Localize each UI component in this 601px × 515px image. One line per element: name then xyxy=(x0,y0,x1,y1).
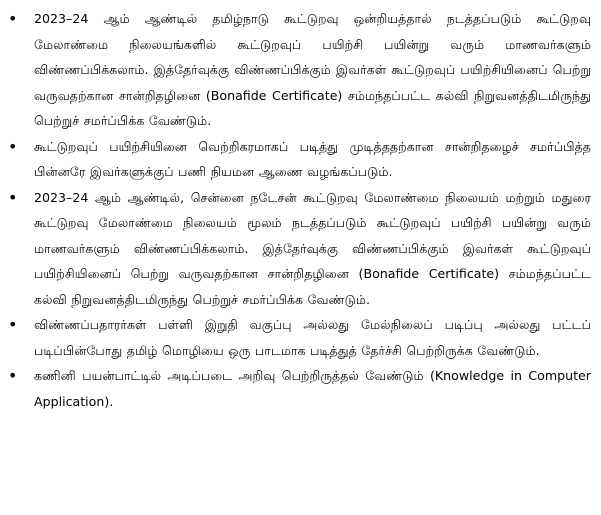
list-item xyxy=(8,363,591,414)
bullet-icon: • xyxy=(8,315,18,334)
list-item xyxy=(8,312,591,363)
bullet-icon: • xyxy=(8,136,18,156)
bullet-icon: • xyxy=(8,9,18,28)
bullet-icon: • xyxy=(8,187,18,207)
bullet-text: விண்ணப்பதாரர்கள் பள்ளி இறுதி வகுப்பு அல்லது மேல்நிலைப் படிப்பு அல்லது பட்டப் படிப்பின்போது தமிழ் மொழியை ஒரு பாடமாக படித்துத் தேர்ச்சி பெற்றிருக்க வேண்டும். xyxy=(34,317,591,358)
list-item xyxy=(8,134,591,185)
list-item xyxy=(8,6,591,134)
eligibility-bullet-list xyxy=(8,6,591,414)
bullet-text: 2023–24 ஆம் ஆண்டில் தமிழ்நாடு கூட்டுறவு ஒன்றியத்தால் நடத்தப்படும் கூட்டுறவு மேலாண்மை நிலையங்களில் கூட்டுறவுப் பயிற்சி பயின்று வரும் மாணவர்களும் விண்ணப்பிக்கலாம். இத்தேர்வுக்கு விண்ணப்பிக்கும் இவர்கள் கூட்டுறவுப் பயிற்சியினைப் பெற்று வருவதற்கான சான்றிதழினை (Bonafide Certificate) சம்மந்தப்பட்ட கல்வி நிறுவனத்திடமிருந்து பெற்றுச் சமர்ப்பிக்க வேண்டும். xyxy=(34,11,591,128)
bullet-text: கூட்டுறவுப் பயிற்சியினை வெற்றிகரமாகப் படித்து முடித்ததற்கான சான்றிதழைச் சமர்ப்பித்த பின்னரே இவர்களுக்குப் பணி நியமன ஆணை வழங்கப்படும். xyxy=(34,138,591,179)
bullet-text: கணினி பயன்பாட்டில் அடிப்படை அறிவு பெற்றிருத்தல் வேண்டும் (Knowledge in Computer Application). xyxy=(34,368,591,409)
bullet-icon: • xyxy=(8,366,18,385)
bullet-text: 2023–24 ஆம் ஆண்டில், சென்னை நடேசன் கூட்டுறவு மேலாண்மை நிலையம் மற்றும் மதுரை கூட்டுறவு மேலாண்மை நிலையம் மூலம் நடத்தப்படும் கூட்டுறவுப் பயிற்சி பயின்று வரும் மாணவர்களும் விண்ணப்பிக்கலாம். இத்தேர்வுக்கு விண்ணப்பிக்கும் இவர்கள் கூட்டுறவுப் பயிற்சியினைப் பெற்று வருவதற்கான சான்றிதழினை (Bonafide Certificate) சம்மந்தப்பட்ட கல்வி நிறுவனத்திடமிருந்து பெற்றுச் சமர்ப்பிக்க வேண்டும். xyxy=(34,189,591,307)
list-item xyxy=(8,185,591,313)
